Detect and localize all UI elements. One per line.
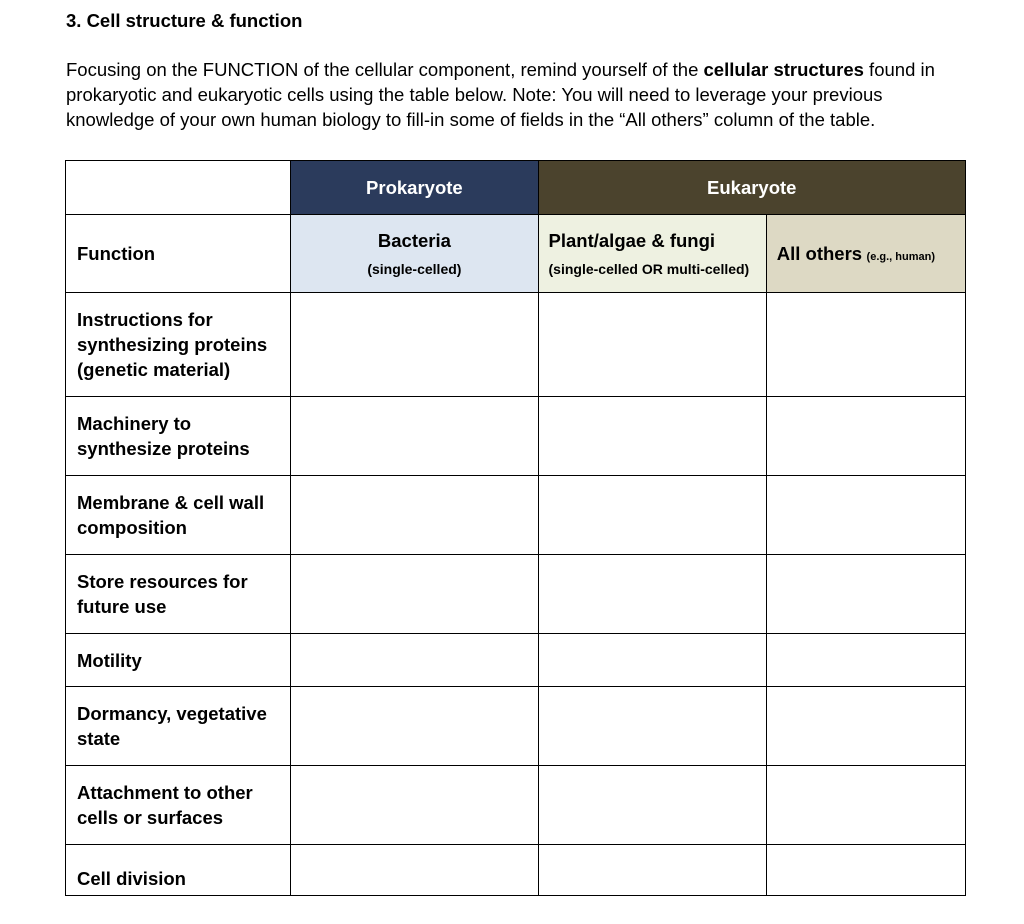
answer-cell-others[interactable]	[766, 476, 965, 555]
row-label: Cell division	[66, 845, 291, 896]
section-heading: 3. Cell structure & function	[66, 10, 303, 31]
row-label: Membrane & cell wall composition	[66, 476, 291, 555]
table-row	[66, 293, 966, 397]
function-header: Function	[66, 215, 291, 293]
answer-cell-others[interactable]	[766, 845, 965, 896]
row-label: Store resources for future use	[66, 555, 291, 634]
row-label: Dormancy, vegetative state	[66, 687, 291, 766]
intro-bold: cellular structures	[703, 59, 864, 80]
row-label: Instructions for synthesizing proteins (genetic material)	[66, 293, 291, 397]
answer-cell-plant[interactable]	[538, 845, 766, 896]
answer-cell-others[interactable]	[766, 766, 965, 845]
table-row	[66, 766, 966, 845]
answer-cell-others[interactable]	[766, 397, 965, 476]
intro-text-2: found in prokaryotic and eukaryotic cells using the table below. Note: You will need to leverage your previous knowledge of your own human biology to fill-in some of fields in the “All others” column of the table.	[66, 59, 935, 130]
intro-text-1: Focusing on the FUNCTION of the cellular component, remind yourself of the	[66, 59, 704, 80]
table-header-row	[66, 161, 966, 215]
answer-cell-plant[interactable]	[538, 634, 766, 687]
table-row	[66, 397, 966, 476]
bacteria-title: Bacteria	[377, 230, 451, 251]
answer-cell-plant[interactable]	[538, 687, 766, 766]
header-corner-cell	[66, 161, 291, 215]
answer-cell-others[interactable]	[766, 634, 965, 687]
answer-cell-bacteria[interactable]	[291, 293, 538, 397]
table-row	[66, 687, 966, 766]
answer-cell-others[interactable]	[766, 293, 965, 397]
answer-cell-plant[interactable]	[538, 555, 766, 634]
answer-cell-bacteria[interactable]	[291, 634, 538, 687]
bacteria-header	[291, 215, 538, 293]
row-label: Motility	[66, 634, 291, 687]
answer-cell-plant[interactable]	[538, 293, 766, 397]
answer-cell-bacteria[interactable]	[291, 397, 538, 476]
answer-cell-others[interactable]	[766, 555, 965, 634]
answer-cell-bacteria[interactable]	[291, 766, 538, 845]
plant-fungi-title: Plant/algae & fungi	[548, 230, 716, 251]
all-others-header	[766, 215, 965, 293]
all-others-note: (e.g., human)	[866, 250, 935, 263]
row-label: Machinery to synthesize proteins	[66, 397, 291, 476]
answer-cell-plant[interactable]	[538, 766, 766, 845]
answer-cell-others[interactable]	[766, 687, 965, 766]
bacteria-note: (single-celled)	[367, 261, 462, 277]
prokaryote-header: Prokaryote	[291, 161, 538, 215]
table-row	[66, 845, 966, 896]
cell-structure-table	[65, 160, 966, 896]
row-label: Attachment to other cells or surfaces	[66, 766, 291, 845]
answer-cell-bacteria[interactable]	[291, 845, 538, 896]
intro-paragraph	[66, 57, 971, 132]
table-row	[66, 634, 966, 687]
answer-cell-bacteria[interactable]	[291, 687, 538, 766]
table-subheader-row	[66, 215, 966, 293]
table-row	[66, 555, 966, 634]
all-others-title: All others	[776, 242, 863, 264]
plant-fungi-note: (single-celled OR multi-celled)	[548, 261, 750, 277]
eukaryote-header: Eukaryote	[538, 161, 965, 215]
table-row	[66, 476, 966, 555]
answer-cell-plant[interactable]	[538, 397, 766, 476]
plant-fungi-header	[538, 215, 766, 293]
answer-cell-plant[interactable]	[538, 476, 766, 555]
answer-cell-bacteria[interactable]	[291, 476, 538, 555]
answer-cell-bacteria[interactable]	[291, 555, 538, 634]
